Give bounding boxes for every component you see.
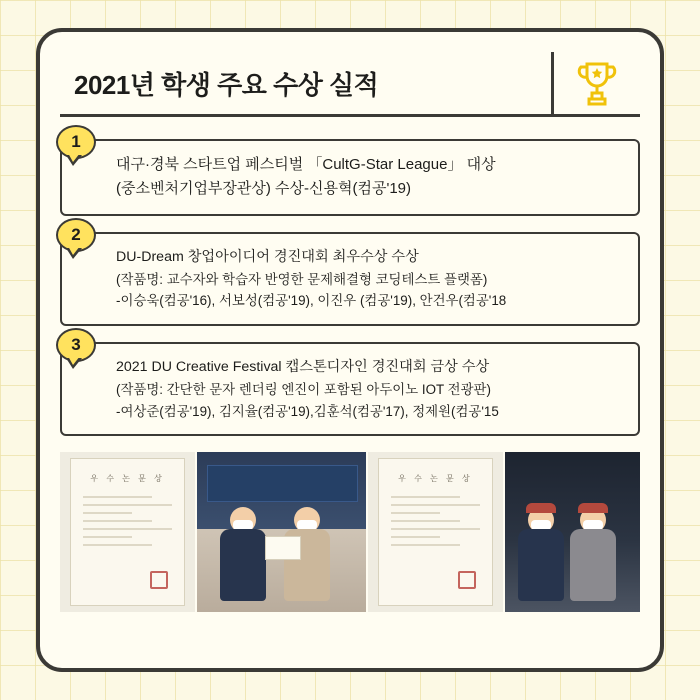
- entry-number-badge-2: 2: [56, 218, 96, 252]
- person-student-2: [572, 507, 613, 606]
- entry-line: DU-Dream 창업아이디어 경진대회 최우수상 수상: [116, 248, 419, 265]
- entry-number-badge-1: 1: [56, 125, 96, 159]
- group-scene: [505, 452, 640, 612]
- award-entry-2: [60, 224, 640, 326]
- certificate-photo-1: [60, 452, 195, 612]
- certificate-body: [378, 458, 493, 606]
- certificate-title: 우 수 논 문 상: [398, 474, 473, 484]
- certificate-photo-2: [368, 452, 503, 612]
- person-body: [570, 529, 616, 601]
- entry-line: -이승욱(컴공'16), 서보성(컴공'19), 이진우 (컴공'19), 안건우(컴공'18: [116, 293, 507, 309]
- award-document: [265, 536, 301, 560]
- entry-line: 대구·경북 스타트업 페스티벌 「CultG-Star League」 대상: [116, 156, 496, 173]
- entry-line: 2021 DU Creative Festival 캡스톤디자인 경진대회 금상 수상: [116, 359, 490, 375]
- ceremony-scene: [197, 452, 366, 612]
- person-body: [518, 529, 564, 601]
- certificate-body: [70, 458, 185, 606]
- cap-icon: [526, 503, 556, 513]
- certificate-seal: [150, 571, 168, 589]
- certificate-text-lines: [83, 496, 172, 546]
- entry-line: (중소벤처기업부장관상) 수상-신용혁(컴공'19): [116, 180, 412, 198]
- certificate-seal: [458, 571, 476, 589]
- entry-line: -여상준(컴공'19), 김지율(컴공'19),김훈석(컴공'17), 정제원(컴공'15: [116, 403, 499, 419]
- award-entry-3: [60, 335, 640, 436]
- award-entry-1: [60, 132, 640, 216]
- group-photo: [505, 452, 640, 612]
- card-header: [60, 52, 640, 117]
- certificate-title: 우 수 논 문 상: [90, 474, 165, 484]
- person-body: [220, 529, 266, 601]
- award-ceremony-photo: [197, 452, 366, 612]
- entry-number-badge-3: 3: [56, 328, 96, 362]
- stage-banner: [207, 465, 358, 502]
- entry-line: (작품명: 교수자와 학습자 반영한 문제해결형 코딩테스트 플랫폼): [116, 271, 488, 287]
- certificate-text-lines: [391, 496, 480, 546]
- cap-icon: [578, 503, 608, 513]
- person-presenter: [217, 507, 268, 606]
- page-title: 2021년 학생 주요 수상 실적: [74, 69, 379, 100]
- photo-strip: [60, 452, 640, 612]
- entry-line: (작품명: 간단한 문자 렌더링 엔진이 포함된 아두이노 IOT 전광판): [116, 382, 491, 397]
- trophy-icon: [554, 59, 640, 107]
- award-card: [36, 28, 664, 672]
- person-student-1: [521, 507, 562, 606]
